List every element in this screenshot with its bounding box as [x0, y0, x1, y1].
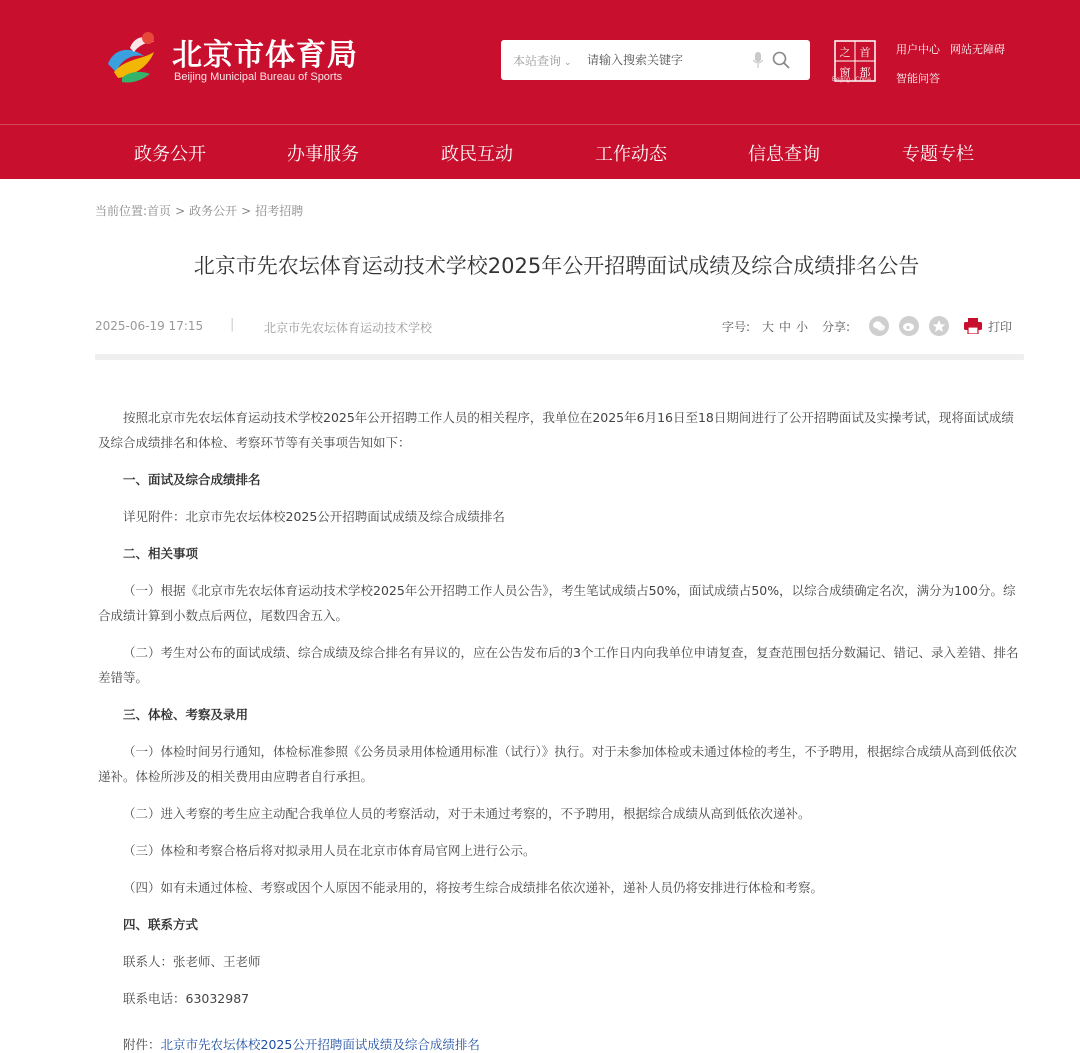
- nav-item-services[interactable]: 办事服务: [287, 144, 359, 165]
- breadcrumb-gov-affairs[interactable]: 政务公开: [189, 204, 238, 218]
- paragraph-1: 详见附件：北京市先农坛体校2025公开招聘面试成绩及综合成绩排名: [123, 509, 505, 524]
- font-size-small-button[interactable]: 小: [796, 320, 809, 334]
- main-nav: [0, 124, 1080, 179]
- wechat-share-icon[interactable]: [869, 316, 889, 336]
- section-heading-2: 二、相关事项: [123, 546, 199, 561]
- microphone-icon[interactable]: [753, 52, 763, 68]
- paragraph-3-2: （二）进入考察的考生应主动配合我单位人员的考察活动，对于未通过考察的，不予聘用，根据综合成绩从高到低依次递补。: [123, 806, 811, 821]
- chevron-down-icon: ⌄: [564, 58, 572, 68]
- section-heading-4: 四、联系方式: [123, 917, 199, 932]
- search-icon[interactable]: [771, 50, 791, 70]
- nav-item-work-news[interactable]: 工作动态: [595, 144, 667, 165]
- article-body: [98, 405, 1020, 1011]
- badge-char-1: 之: [839, 46, 851, 59]
- article-title: 北京市先农坛体育运动技术学校2025年公开招聘面试成绩及综合成绩排名公告: [193, 254, 920, 278]
- search-box: [501, 40, 810, 80]
- paragraph-2-1: （一）根据《北京市先农坛体育运动技术学校2025年公开招聘工作人员公告》，考生笔试成绩占50%，面试成绩占50%，以综合成绩确定名次，满分为100分。综合成绩计算到小数点后两位，尾数四舍五入。: [98, 583, 1016, 623]
- weibo-share-icon[interactable]: [899, 316, 919, 336]
- publish-date: 2025-06-19 17:15: [95, 319, 204, 333]
- user-center-link[interactable]: 用户中心: [896, 43, 940, 56]
- breadcrumb-home[interactable]: 首页: [147, 204, 172, 218]
- meta-divider-bar: [95, 354, 1024, 360]
- badge-char-4: 窗: [839, 66, 851, 79]
- search-input[interactable]: [587, 50, 747, 70]
- breadcrumb-label: 当前位置:: [95, 204, 148, 218]
- section-heading-1: 一、面试及综合成绩排名: [123, 472, 261, 487]
- badge-char-2: 首: [859, 46, 871, 59]
- share-label: 分享:: [822, 320, 851, 334]
- smart-qa-link[interactable]: 智能问答: [896, 72, 940, 85]
- article-source: 北京市先农坛体育运动技术学校: [264, 321, 433, 335]
- accessibility-link[interactable]: 网站无障碍: [950, 43, 1005, 56]
- search-scope-label: 本站查询: [513, 54, 562, 68]
- logo-title[interactable]: 北京市体育局: [172, 38, 358, 73]
- paragraph-2-2: （二）考生对公布的面试成绩、综合成绩及综合排名有异议的，应在公告发布后的3个工作日内向我单位申请复查，复查范围包括分数漏记、错记、录入差错、排名差错等。: [98, 645, 1019, 685]
- breadcrumb-separator: >: [175, 204, 186, 218]
- article-intro: 按照北京市先农坛体育运动技术学校2025年公开招聘工作人员的相关程序，我单位在2025年6月16日至18日期间进行了公开招聘面试及实操考试，现将面试成绩及综合成绩排名和体检、考察环节等有关事项告知如下：: [98, 410, 1014, 450]
- paragraph-3-4: （四）如有未通过体检、考察或因个人原因不能录用的，将按考生综合成绩排名依次递补，递补人员仍将安排进行体检和考察。: [123, 880, 824, 895]
- font-size-label: 字号:: [722, 320, 751, 334]
- breadcrumb-recruitment[interactable]: 招考招聘: [255, 204, 304, 218]
- section-heading-3: 三、体检、考察及录用: [123, 707, 249, 722]
- breadcrumb: [95, 202, 307, 219]
- search-scope-select[interactable]: [513, 52, 572, 69]
- nav-item-interaction[interactable]: 政民互动: [441, 144, 513, 165]
- qzone-share-icon[interactable]: [929, 316, 949, 336]
- paragraph-3-1: （一）体检时间另行通知，体检标准参照《公务员录用体检通用标准（试行）》执行。对于未参加体检或未通过体检的考生，不予聘用，根据综合成绩从高到低依次递补。体检所涉及的相关费用由应聘者自行承担。: [98, 744, 1017, 784]
- nav-item-special-topics[interactable]: 专题专栏: [902, 144, 974, 165]
- breadcrumb-separator: >: [241, 204, 252, 218]
- contact-person: 联系人：张老师、王老师: [123, 954, 261, 969]
- font-size-large-button[interactable]: 大: [762, 320, 775, 334]
- attachment-label: 附件：: [123, 1037, 161, 1052]
- font-size-medium-button[interactable]: 中: [779, 320, 792, 334]
- contact-phone: 联系电话：63032987: [123, 991, 250, 1006]
- attachment-line: [123, 1035, 480, 1053]
- attachment-link[interactable]: 北京市先农坛体校2025公开招聘面试成绩及综合成绩排名: [160, 1037, 480, 1052]
- printer-icon[interactable]: [964, 318, 982, 334]
- capital-badge-caption: Beijing · China: [832, 77, 872, 83]
- nav-item-gov-affairs[interactable]: 政务公开: [134, 144, 206, 165]
- print-button[interactable]: 打印: [988, 320, 1013, 334]
- badge-char-3: 都: [859, 66, 871, 79]
- logo-subtitle: Beijing Municipal Bureau of Sports: [174, 71, 343, 83]
- paragraph-3-3: （三）体检和考察合格后将对拟录用人员在北京市体育局官网上进行公示。: [123, 843, 536, 858]
- site-header: [0, 0, 1080, 124]
- bureau-logo-icon[interactable]: [104, 28, 160, 86]
- meta-divider: |: [230, 317, 235, 332]
- nav-item-info-query[interactable]: 信息查询: [748, 144, 820, 165]
- capital-window-badge-icon[interactable]: [834, 40, 876, 82]
